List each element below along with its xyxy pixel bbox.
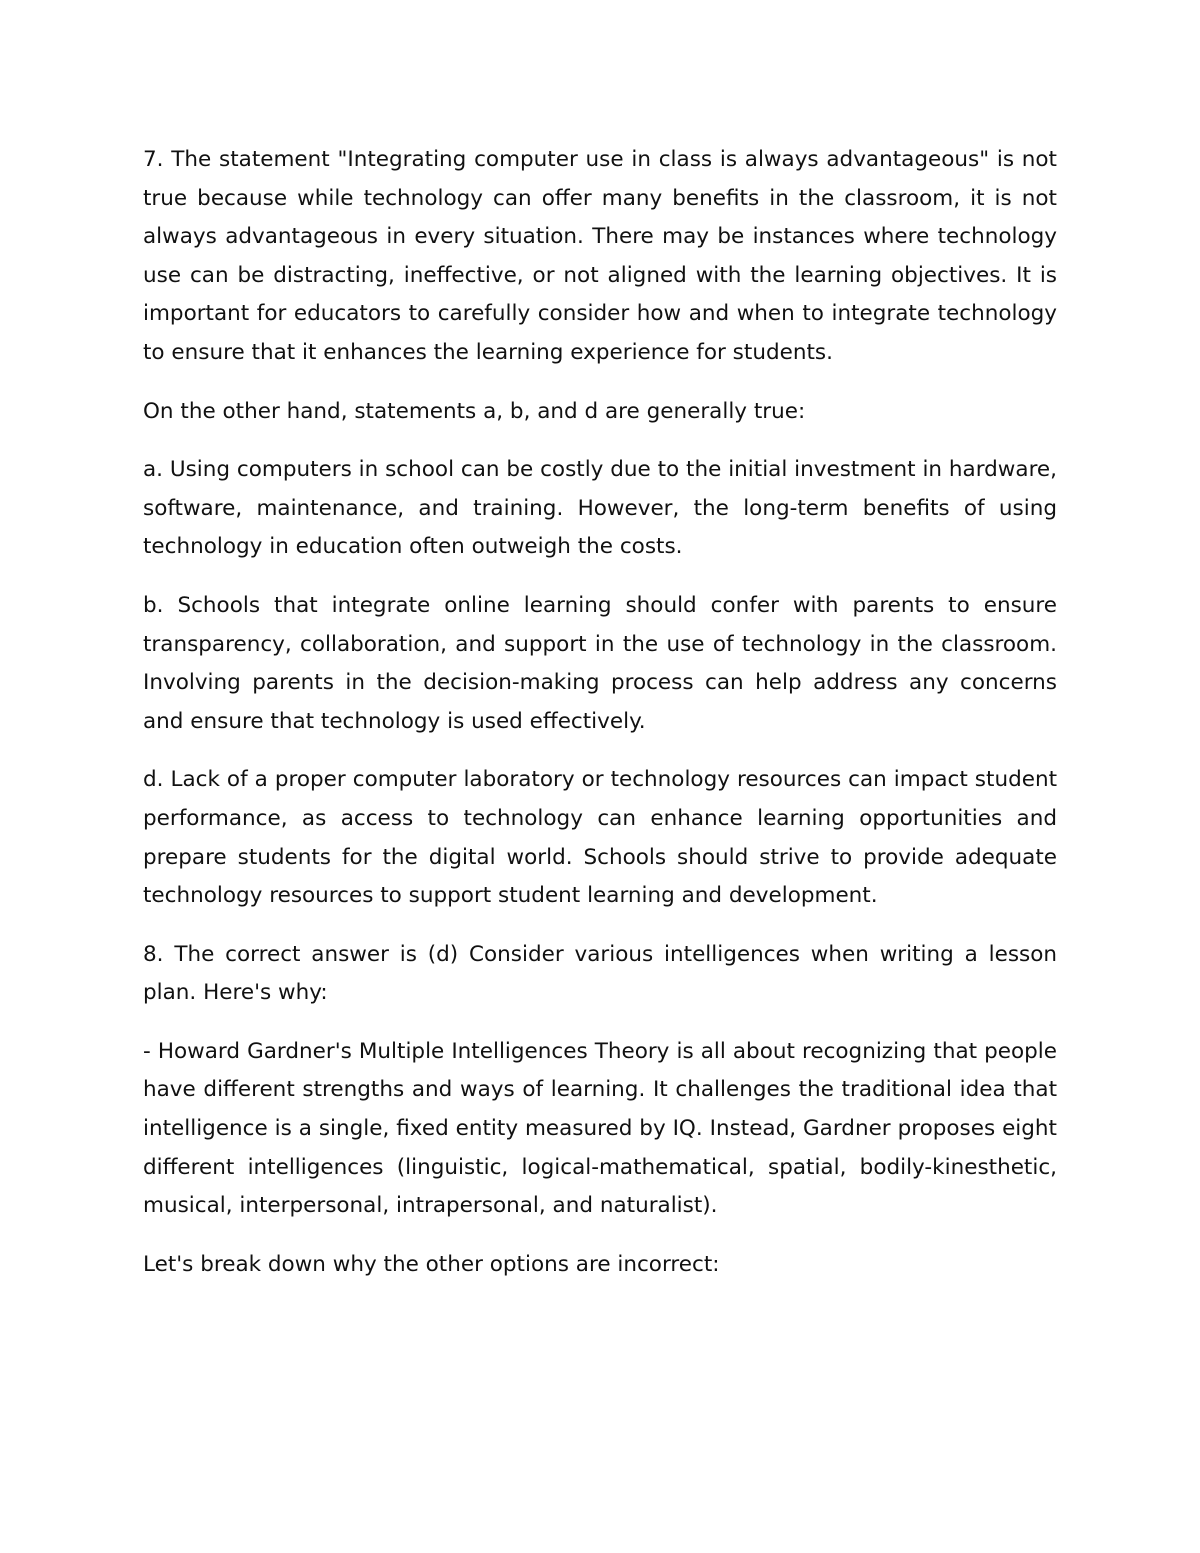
- document-body: [143, 141, 1057, 1304]
- paragraph-other-options-intro: Let's break down why the other options are incorrect:: [143, 1251, 720, 1277]
- paragraph-gardner-theory: - Howard Gardner's Multiple Intelligences Theory is all about recognizing that people have different strengths and ways of learning. It challenges the traditional idea that intelligence is a single, fixed entity measured by IQ. Instead, Gardner proposes eight different intelligences (linguistic, logical-mathematical, spatial, bodily-kinesthetic, musical, interpersonal, intrapersonal, and naturalist).: [143, 1038, 1057, 1219]
- paragraph-statement-d: d. Lack of a proper computer laboratory or technology resources can impact student performance, as access to technology can enhance learning opportunities and prepare students for the digital world. Schools should strive to provide adequate technology resources to support student learning and development.: [143, 767, 1057, 909]
- paragraph-statement-b: b. Schools that integrate online learning should confer with parents to ensure transparency, collaboration, and support in the use of technology in the classroom. Involving parents in the decision-making process can help address any concerns and ensure that technology is used effectively.: [143, 592, 1057, 734]
- paragraph-statement-a: a. Using computers in school can be costly due to the initial investment in hardware, software, maintenance, and training. However, the long-term benefits of using technology in education often outweigh the costs.: [143, 457, 1057, 560]
- paragraph-answer-7: 7. The statement "Integrating computer use in class is always advantageous" is not true because while technology can offer many benefits in the classroom, it is not always advantageous in every situation. There may be instances where technology use can be distracting, ineffective, or not aligned with the learning objectives. It is important for educators to carefully consider how and when to integrate technology to ensure that it enhances the learning experience for students.: [143, 147, 1057, 365]
- paragraph-answer-8: 8. The correct answer is (d) Consider various intelligences when writing a lesson plan. Here's why:: [143, 941, 1057, 1006]
- paragraph-other-statements-intro: On the other hand, statements a, b, and d are generally true:: [143, 398, 806, 424]
